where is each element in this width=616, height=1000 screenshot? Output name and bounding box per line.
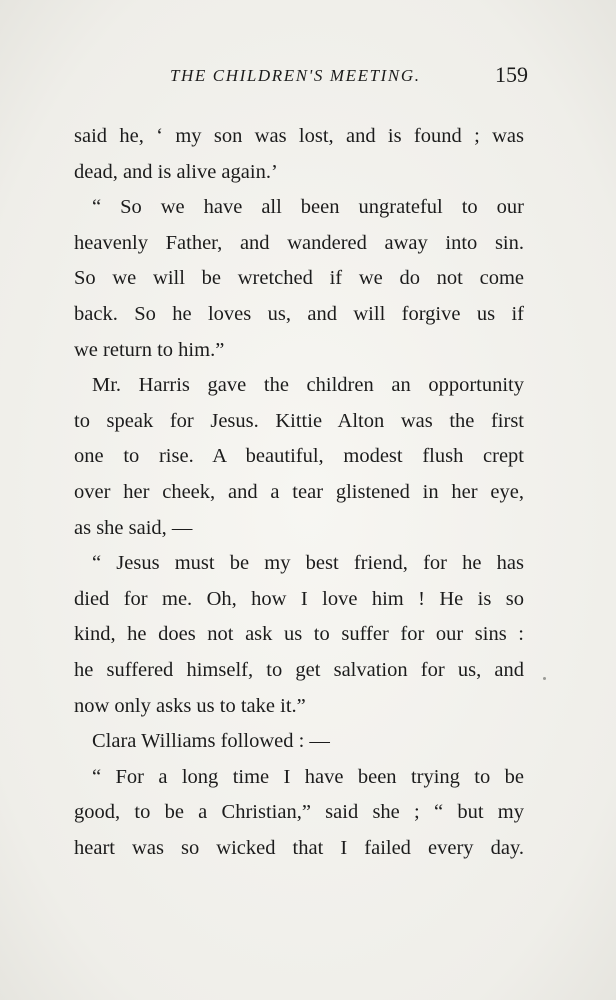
text-line: Clara Williams followed : — (92, 730, 330, 753)
text-line: heart was so wicked that I failed every day. (74, 836, 524, 859)
text-line: heavenly Father, and wandered away into sin. (74, 231, 524, 254)
text-line: to speak for Jesus. Kittie Alton was the first (74, 409, 524, 432)
running-title: THE CHILDREN'S MEETING. (170, 66, 421, 85)
text-line: as she said, — (74, 516, 193, 539)
text-line: “ For a long time I have been trying to be (92, 765, 524, 788)
text-line: “ Jesus must be my best friend, for he has (92, 552, 524, 575)
text-line: “ So we have all been ungrateful to our (92, 196, 524, 219)
page-number: 159 (495, 62, 528, 87)
text-line: over her cheek, and a tear glistened in her eye, (74, 480, 524, 503)
text-line: So we will be wretched if we do not come (74, 267, 524, 290)
text-line: dead, and is alive again.’ (74, 160, 278, 183)
paper-speck (543, 677, 546, 680)
text-line: Mr. Harris gave the children an opportunity (92, 374, 524, 397)
text-line: one to rise. A beautiful, modest flush crept (74, 445, 524, 468)
text-line: we return to him.” (74, 338, 225, 361)
text-line: died for me. Oh, how I love him ! He is so (74, 587, 524, 610)
body-text (74, 119, 524, 866)
text-line: now only asks us to take it.” (74, 694, 306, 717)
text-line: good, to be a Christian,” said she ; “ but my (74, 801, 524, 824)
text-line: back. So he loves us, and will forgive us if (74, 302, 524, 325)
text-line: he suffered himself, to get salvation for us, and (74, 658, 524, 681)
text-line: said he, ‘ my son was lost, and is found ; was (74, 125, 524, 147)
running-header (0, 62, 616, 92)
text-line: kind, he does not ask us to suffer for our sins : (74, 623, 524, 646)
